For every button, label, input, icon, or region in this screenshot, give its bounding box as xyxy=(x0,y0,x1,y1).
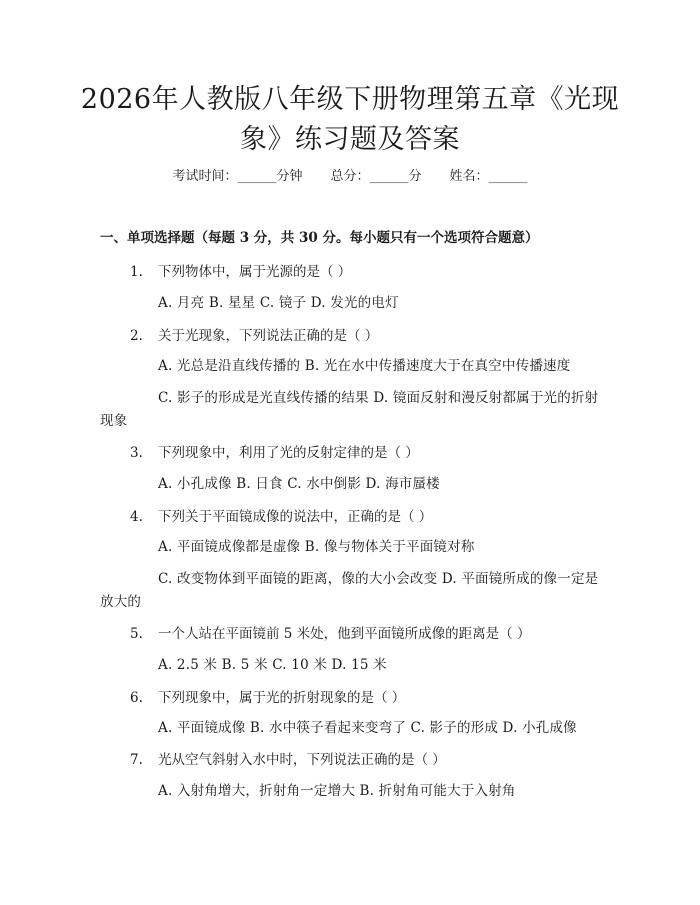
question-stem: 关于光现象，下列说法正确的是（ ） xyxy=(158,328,379,344)
question-stem: 下列现象中，属于光的折射现象的是（ ） xyxy=(158,690,406,706)
question-number: 7. xyxy=(130,752,143,768)
question-options: A. 月亮 B. 星星 C. 镜子 D. 发光的电灯 xyxy=(158,295,399,311)
exam-meta xyxy=(0,167,700,187)
question-options: A. 平面镜成像 B. 水中筷子看起来变弯了 C. 影子的形成 D. 小孔成像 xyxy=(158,720,577,736)
question-number: 4. xyxy=(130,509,143,525)
question-options: A. 入射角增大，折射角一定增大 B. 折射角可能大于入射角 xyxy=(158,783,516,799)
question-number: 2. xyxy=(130,328,143,344)
question-number: 3. xyxy=(130,445,143,461)
question-stem: 光从空气斜射入水中时，下列说法正确的是（ ） xyxy=(158,752,446,768)
question-stem: 下列关于平面镜成像的说法中，正确的是（ ） xyxy=(158,509,433,525)
total-score-field: 总分：______分 xyxy=(330,169,422,184)
question-number: 1. xyxy=(130,264,143,280)
question-stem: 下列现象中，利用了光的反射定律的是（ ） xyxy=(158,445,419,461)
student-name-field: 姓名：______ xyxy=(449,169,528,184)
question-options: C. 改变物体到平面镜的距离，像的大小会改变 D. 平面镜所成的像一定是放大的 xyxy=(100,571,599,610)
exam-time-field: 考试时间：______分钟 xyxy=(172,169,303,184)
question-options: C. 影子的形成是光直线传播的结果 D. 镜面反射和漫反射都属于光的折射现象 xyxy=(100,390,599,429)
question-options: A. 小孔成像 B. 日食 C. 水中倒影 D. 海市蜃楼 xyxy=(158,476,440,492)
question-options: A. 光总是沿直线传播的 B. 光在水中传播速度大于在真空中传播速度 xyxy=(158,358,571,374)
question-options: A. 平面镜成像都是虚像 B. 像与物体关于平面镜对称 xyxy=(158,539,475,555)
question-number: 6. xyxy=(130,690,143,706)
question-stem: 下列物体中，属于光源的是（ ） xyxy=(158,264,352,280)
section-heading: 一、单项选择题（每题 3 分，共 30 分。每小题只有一个选项符合题意） xyxy=(100,230,539,246)
question-options: A. 2.5 米 B. 5 米 C. 10 米 D. 15 米 xyxy=(158,657,387,673)
question-number: 5. xyxy=(130,626,143,642)
question-stem: 一个人站在平面镜前 5 米处，他到平面镜所成像的距离是（ ） xyxy=(158,626,531,642)
page-title: 2026年人教版八年级下册物理第五章《光现象》练习题及答案 xyxy=(80,84,620,155)
